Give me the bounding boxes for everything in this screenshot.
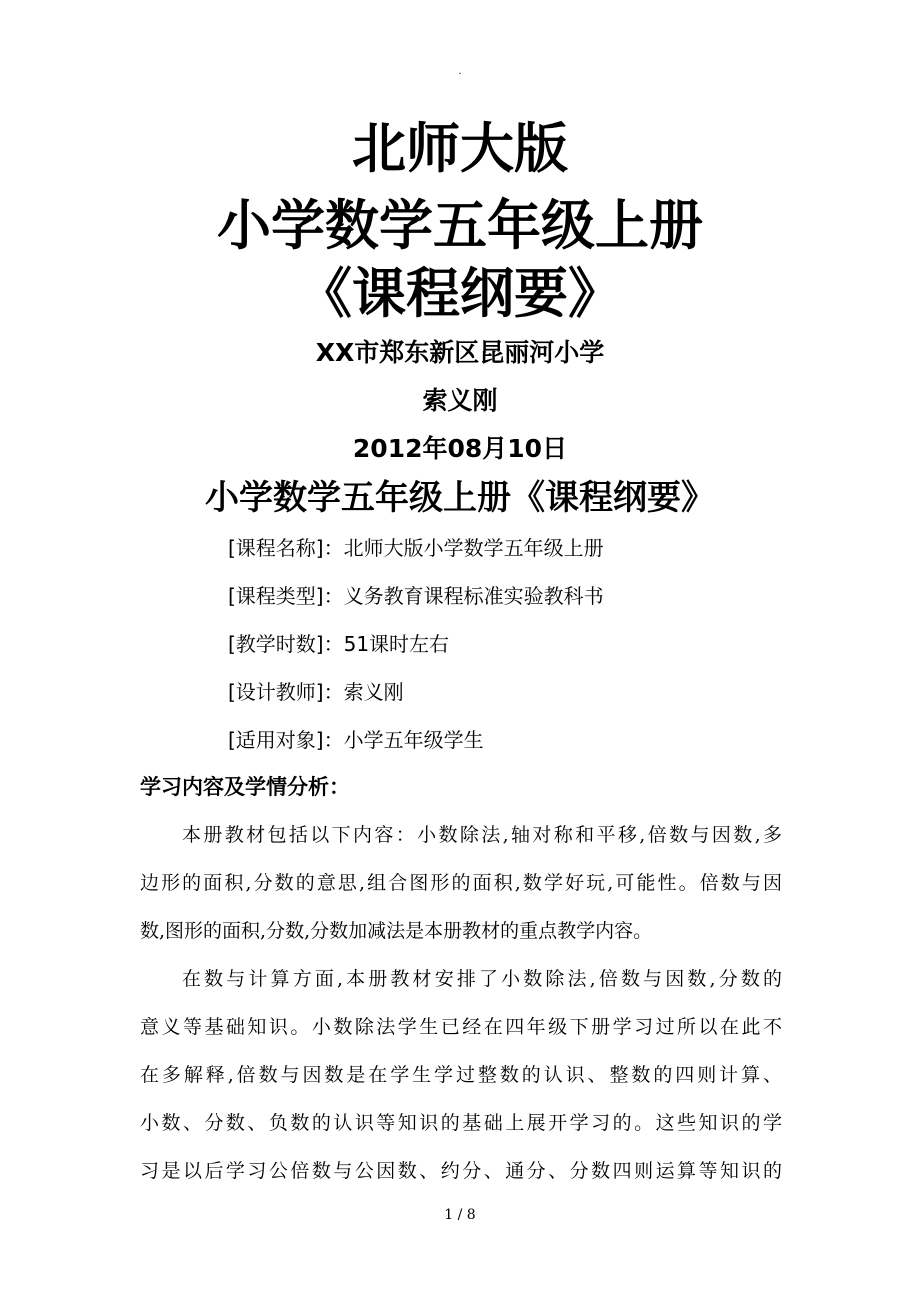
info-course-name: [课程名称]：北师大版小学数学五年级上册 <box>228 536 604 560</box>
school-name: XX市郑东新区昆丽河小学 <box>315 338 605 367</box>
paragraph-line: 在多解释,倍数与因数是在学生学过整数的认识、整数的四则计算、 <box>140 1064 782 1086</box>
title-line-2: 小学数学五年级上册 <box>217 194 703 257</box>
info-teaching-hours: [教学时数]：51课时左右 <box>228 632 450 656</box>
info-designer: [设计教师]：索义刚 <box>228 680 404 704</box>
paragraph-line: 本册教材包括以下内容：小数除法,轴对称和平移,倍数与因数,多 <box>182 824 782 846</box>
author-name: 索义刚 <box>422 386 498 415</box>
paragraph-line: 数,图形的面积,分数,分数加减法是本册教材的重点教学内容。 <box>140 920 653 942</box>
document-date: 2012年08月10日 <box>352 434 568 463</box>
info-audience: [适用对象]：小学五年级学生 <box>228 728 484 752</box>
document-subtitle: 小学数学五年级上册《课程纲要》 <box>205 478 715 518</box>
paragraph-line: 边形的面积,分数的意思,组合图形的面积,数学好玩,可能性。倍数与因 <box>140 872 782 894</box>
paragraph-line: 在数与计算方面,本册教材安排了小数除法,倍数与因数,分数的 <box>182 968 782 990</box>
title-line-1: 北师大版 <box>352 117 568 180</box>
paragraph-line: 意义等基础知识。小数除法学生已经在四年级下册学习过所以在此不 <box>140 1016 782 1038</box>
page-number: 1 / 8 <box>444 1207 476 1223</box>
paragraph-line: 小数、分数、负数的认识等知识的基础上展开学习的。这些知识的学 <box>140 1112 782 1134</box>
paragraph-line: 习是以后学习公倍数与公因数、约分、通分、分数四则运算等知识的 <box>140 1160 782 1182</box>
header-mark: . <box>458 66 462 77</box>
info-course-type: [课程类型]：义务教育课程标准实验教科书 <box>228 584 604 608</box>
title-line-3: 《课程纲要》 <box>298 262 622 325</box>
section-heading: 学习内容及学情分析： <box>140 775 350 799</box>
